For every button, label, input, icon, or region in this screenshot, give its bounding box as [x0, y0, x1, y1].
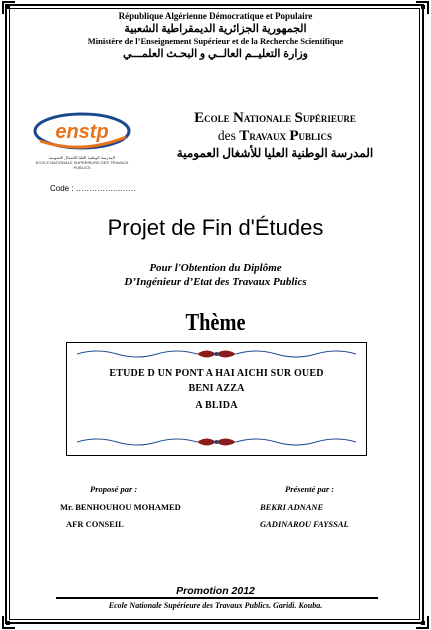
footer-address: Ecole Nationale Supérieure des Travaux Publics. Garidi. Kouba. [108, 601, 323, 610]
code-field: Code : ……………..…… [50, 184, 137, 193]
school-name-ar: المدرسة الوطنية العليا للأشغال العمومية [176, 146, 374, 160]
enstp-logo [32, 111, 132, 173]
logo-caption-fr: ECOLE NATIONALE SUPERIEURE DES TRAVAUX PUBLICS [35, 160, 129, 170]
theme-line-1: ETUDE D UN PONT A HAI AICHI SUR OUED [109, 368, 324, 379]
theme-box [66, 342, 367, 456]
subtitle-engineer: D’Ingénieur d’Etat des Travaux Publics [124, 276, 307, 288]
promotion-year: Promotion 2012 [176, 585, 255, 597]
proposed-by-label: Proposé par : [90, 484, 138, 494]
page-title: Projet de Fin d'Études [107, 215, 324, 240]
ministry-fr: Ministère de l’Enseignement Supérieur et de la Recherche Scientifique [87, 36, 344, 46]
theme-heading: Thème [185, 310, 246, 336]
republic-ar: الجمهورية الجزائرية الديمقراطية الشعبية [124, 23, 307, 35]
proposer-name: Mr. BENHOUHOU MOHAMED [60, 502, 181, 512]
subtitle-diploma: Pour l'Obtention du Diplôme [149, 262, 282, 274]
logo-caption-ar: المدرسة الوطنية العليا للأشغال العمومية [49, 155, 115, 160]
presented-by-label: Présenté par : [285, 484, 335, 494]
presenter-name-2: GADINAROU FAYSSAL [260, 519, 349, 529]
school-name-line2: des Travaux Publics [217, 128, 333, 144]
ornament-top [77, 347, 356, 361]
theme-line-2: BENI AZZA [188, 383, 245, 394]
corner-ornament-bottom-right [415, 615, 429, 629]
enstp-logo-mark [32, 111, 132, 155]
presenter-name-1: BEKRI ADNANE [260, 502, 324, 512]
ornament-bottom [77, 435, 356, 449]
school-name-line1: Ecole Nationale Supérieure [194, 110, 356, 126]
proposer-org: AFR CONSEIL [66, 519, 124, 529]
republic-fr: République Algérienne Démocratique et Populaire [118, 11, 313, 21]
logo-wordmark: enstp [55, 121, 109, 143]
theme-line-3: A BLIDA [195, 400, 238, 411]
promotion-rule [56, 597, 378, 599]
ministry-ar: وزارة التعليــم العالــي و البحـث العلمـــي [122, 48, 308, 60]
corner-ornament-bottom-left [2, 615, 16, 629]
